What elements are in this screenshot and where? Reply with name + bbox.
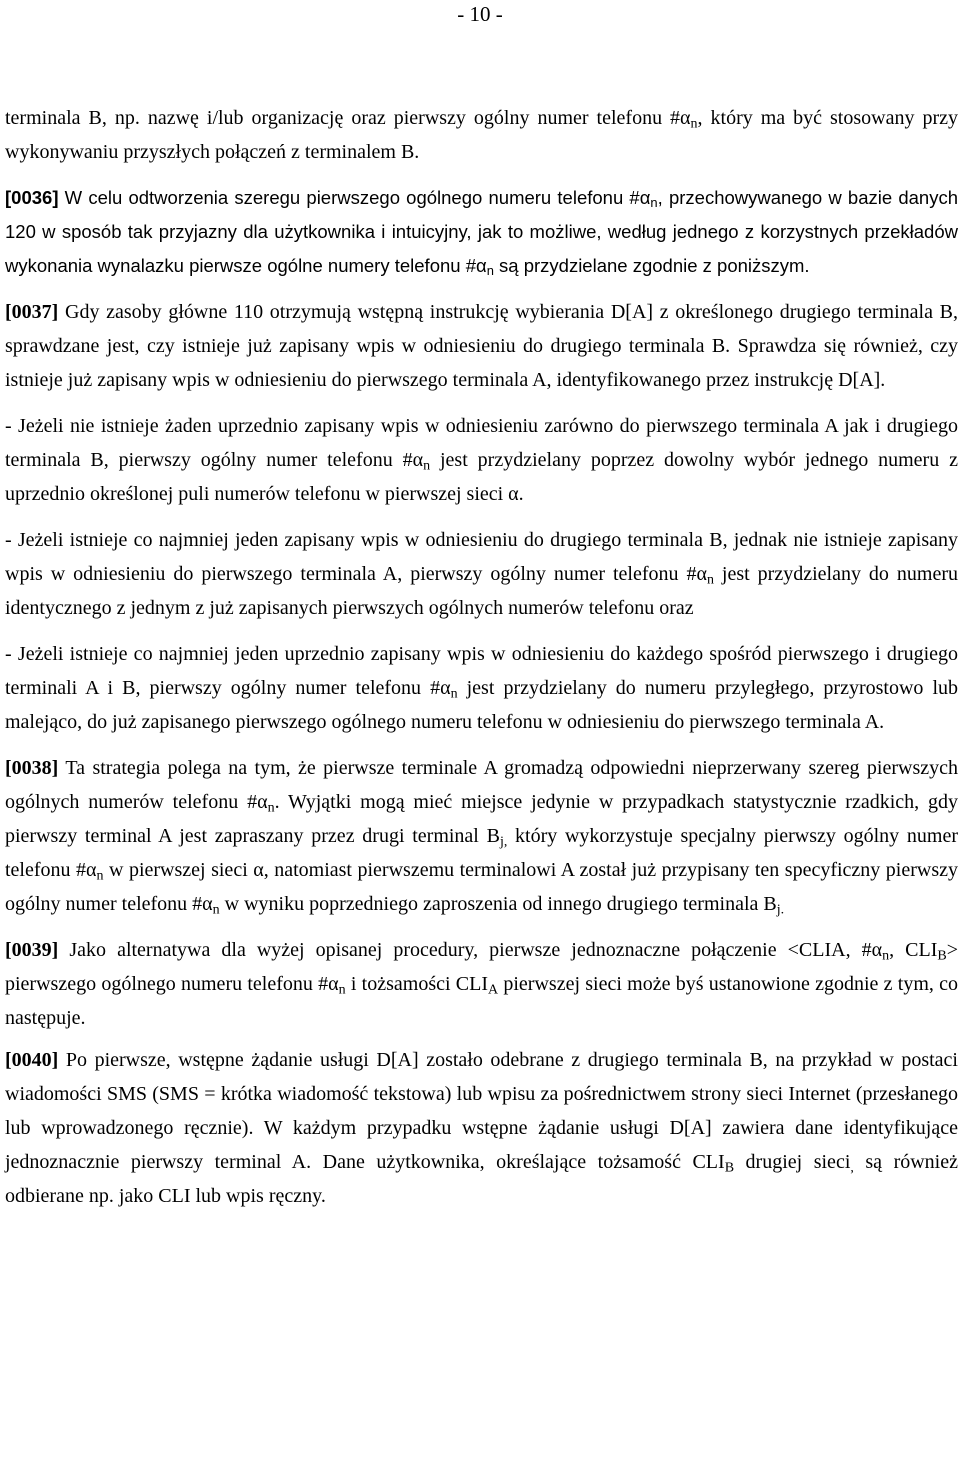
- page-number: - 10 -: [457, 2, 503, 26]
- paragraph-text: są przydzielane zgodnie z poniższym.: [493, 255, 810, 276]
- paragraph-text: Jako alternatywa dla wyżej opisanej procedury, pierwsze jednoznaczne połączenie <CLIA, #α: [58, 939, 883, 961]
- subscript-text: B: [724, 1160, 735, 1176]
- paragraph-text: pierwszej sieci może byś ustanowione zgodnie z tym, co następuje.: [5, 973, 959, 1029]
- paragraph-reference-number: [0040]: [5, 1049, 59, 1071]
- paragraph: [5, 409, 958, 511]
- paragraph-text: Po pierwsze, wstępne żądanie usługi D[A] zostało odebrane z drugiego terminala B, na przykład w postaci wiadomości SMS (SMS = krótka wiadomość tekstowa) lub wpisu za pośrednictwem strony sieci Internet (przesłanego lub wprowadzonego ręcznie). W każdym przypadku wstępne żądanie usługi D[A] zawiera dane identyfikujące jednoznacznie pierwszy terminal A. Dane użytkownika, określające tożsamość CLI: [5, 1049, 958, 1173]
- subscript-text: ,: [850, 1160, 854, 1176]
- paragraph-reference-number: [0037]: [5, 301, 59, 323]
- paragraph-text: , przechowywanego w bazie danych 120 w sposób tak przyjazny dla użytkownika i intuicyjny, jak to możliwe, według jednego z korzystnych przekładów wykonania wynalazku pierwsze ogólne numery telefonu #α: [5, 187, 958, 276]
- subscript-text: n: [450, 686, 458, 702]
- paragraph-text: i tożsamości CLI: [345, 973, 488, 995]
- paragraph-text: Gdy zasoby główne 110 otrzymują wstępną instrukcję wybierania D[A] z określonego drugiego terminala B, sprawdzane jest, czy istnieje już zapisany wpis w odniesieniu do drugiego terminala B. Sprawdza się również, czy istnieje już zapisany wpis w odniesieniu do pierwszego terminala A, identyfikowanego przez instrukcję D[A].: [5, 301, 958, 391]
- paragraph-text: jest przydzielany poprzez dowolny wybór jednego numeru z uprzednio określonej puli numerów telefonu w pierwszej sieci α.: [5, 449, 958, 505]
- paragraph-reference-number: [0036]: [5, 187, 59, 208]
- paragraph-text: jest przydzielany do numeru identycznego z jednym z już zapisanych pierwszych ogólnych numerów telefonu oraz: [5, 563, 959, 619]
- paragraph-text: są również odbierane np. jako CLI lub wpis ręczny.: [5, 1151, 958, 1207]
- paragraph-text: , CLI: [889, 939, 938, 961]
- subscript-text: n: [486, 263, 494, 279]
- document-body: [5, 101, 958, 1225]
- paragraph-text: W celu odtworzenia szeregu pierwszego ogólnego numeru telefonu #α: [58, 187, 651, 208]
- paragraph-text: terminala B, np. nazwę i/lub organizację oraz pierwszy ogólny numer telefonu #α: [5, 107, 691, 129]
- paragraph: [5, 181, 958, 283]
- paragraph-text: > pierwszego ogólnego numeru telefonu #α: [5, 939, 958, 995]
- paragraph-text: . Wyjątki mogą mieć miejsce jedynie w przypadkach statystycznie rzadkich, gdy pierwszy terminal A jest zapraszany przez drugi terminal B: [5, 791, 959, 847]
- paragraph-text: Ta strategia polega na tym, że pierwsze terminale A gromadzą odpowiedni nieprzerwany szereg pierwszych ogólnych numerów telefonu #α: [5, 757, 958, 813]
- subscript-text: A: [488, 982, 499, 998]
- subscript-text: B: [937, 948, 947, 964]
- paragraph: [5, 751, 958, 921]
- subscript-text: n: [690, 116, 698, 132]
- paragraph-text: który wykorzystuje specjalny pierwszy ogólny numer telefonu #α: [5, 825, 958, 881]
- subscript-text: n: [267, 800, 275, 816]
- subscript-text: j.: [776, 902, 785, 918]
- paragraph-text: w wyniku poprzedniego zaproszenia od innego drugiego terminala B: [219, 893, 777, 915]
- paragraph-text: drugiej sieci: [734, 1151, 851, 1173]
- paragraph: [5, 637, 958, 739]
- paragraph-text: - Jeżeli istnieje co najmniej jeden zapisany wpis w odniesieniu do drugiego terminala B, jednak nie istnieje zapisany wpis w odniesieniu do pierwszego terminala A, pierwszy ogólny numer telefonu #α: [5, 529, 958, 585]
- paragraph: [5, 101, 958, 169]
- subscript-text: n: [423, 458, 431, 474]
- subscript-text: n: [212, 902, 220, 918]
- subscript-text: n: [650, 195, 658, 211]
- paragraph-text: w pierwszej sieci α, natomiast pierwszemu terminalowi A został już przypisany ten specyficzny pierwszy ogólny numer telefonu #α: [5, 859, 958, 915]
- paragraph: [5, 523, 958, 625]
- subscript-text: n: [882, 948, 890, 964]
- paragraph-reference-number: [0039]: [5, 939, 59, 961]
- paragraph: [5, 1043, 958, 1213]
- paragraph-text: , który ma być stosowany przy wykonywaniu przyszłych połączeń z terminalem B.: [5, 107, 958, 163]
- paragraph-text: - Jeżeli istnieje co najmniej jeden uprzednio zapisany wpis w odniesieniu do każdego spośród pierwszego i drugiego terminali A i B, pierwszy ogólny numer telefonu #α: [5, 643, 958, 699]
- paragraph-text: - Jeżeli nie istnieje żaden uprzednio zapisany wpis w odniesieniu zarówno do pierwszego terminala A jak i drugiego terminala B, pierwszy ogólny numer telefonu #α: [5, 415, 958, 471]
- paragraph: [5, 295, 958, 397]
- subscript-text: n: [706, 572, 714, 588]
- paragraph-text: jest przydzielany do numeru przyległego, przyrostowo lub malejąco, do już zapisanego pierwszego ogólnego numeru telefonu w odniesieniu do pierwszego terminala A.: [5, 677, 959, 733]
- subscript-text: j,: [499, 834, 508, 850]
- paragraph-reference-number: [0038]: [5, 757, 59, 779]
- subscript-text: n: [338, 982, 346, 998]
- subscript-text: n: [96, 868, 104, 884]
- paragraph: [5, 933, 958, 1035]
